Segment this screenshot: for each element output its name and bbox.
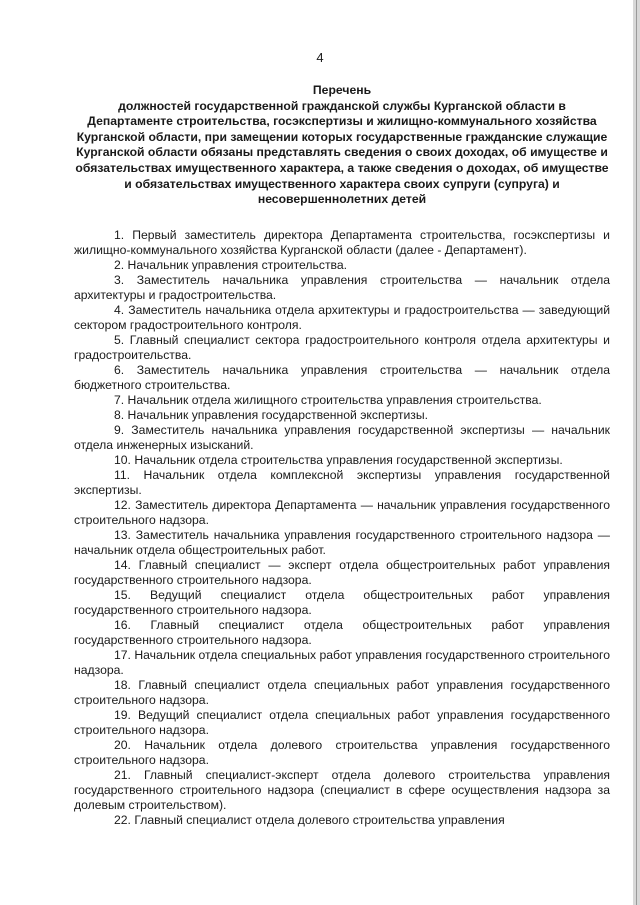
list-item: 10. Начальник отдела строительства управления государственной экспертизы.	[114, 453, 563, 467]
list-item: 5. Главный специалист сектора градостроительного контроля отдела архитектуры и градостроительства.	[74, 333, 610, 362]
list-item: 13. Заместитель начальника управления государственного строительного надзора — начальник отдела общестроительных работ.	[74, 528, 610, 557]
list-item: 4. Заместитель начальника отдела архитектуры и градостроительства — заведующий сектором градостроительного контроля.	[74, 303, 610, 332]
list-item: 17. Начальник отдела специальных работ управления государственного строительного надзора.	[74, 648, 610, 677]
scan-edge-line	[636, 0, 637, 905]
heading-subtitle: должностей государственной гражданской службы Курганской области в Департаменте строительства, госэкспертизы и жилищно-коммунального хозяйства Курганской области, при замещении которых государственные гражданские служащие Курганской области обязаны представлять сведения о своих доходах, об имуществе и обязательствах имущественного характера, а также сведения о доходах, об имуществе и обязательствах имущественного характера своих супруги (супруга) и несовершеннолетних детей	[75, 98, 609, 207]
list-item: 21. Главный специалист-эксперт отдела долевого строительства управления государственного строительного надзора (специалист в сфере осуществления надзора за долевым строительством).	[74, 768, 610, 812]
list-item: 22. Главный специалист отдела долевого строительства управления	[114, 813, 505, 827]
positions-list	[74, 228, 610, 828]
list-item: 2. Начальник управления строительства.	[114, 258, 348, 272]
list-item: 14. Главный специалист — эксперт отдела общестроительных работ управления государственного строительного надзора.	[74, 558, 610, 587]
heading-title: Перечень	[312, 83, 372, 97]
list-item: 9. Заместитель начальника управления государственной экспертизы — начальник отдела инженерных изысканий.	[74, 423, 610, 452]
list-item: 7. Начальник отдела жилищного строительства управления строительства.	[114, 393, 542, 407]
list-item: 1. Первый заместитель директора Департамента строительства, госэкспертизы и жилищно-коммунального хозяйства Курганской области (далее - Департамент).	[74, 228, 610, 257]
list-item: 15. Ведущий специалист отдела общестроительных работ управления государственного строительного надзора.	[74, 588, 610, 617]
list-item: 18. Главный специалист отдела специальных работ управления государственного строительного надзора.	[74, 678, 610, 707]
list-item: 11. Начальник отдела комплексной экспертизы управления государственной экспертизы.	[74, 468, 610, 497]
list-item: 3. Заместитель начальника управления строительства — начальник отдела архитектуры и градостроительства.	[74, 273, 610, 302]
list-item: 6. Заместитель начальника управления строительства — начальник отдела бюджетного строительства.	[74, 363, 610, 392]
list-item: 16. Главный специалист отдела общестроительных работ управления государственного строительного надзора.	[74, 618, 610, 647]
page-number: 4	[316, 50, 324, 65]
document-heading	[74, 83, 610, 208]
list-item: 20. Начальник отдела долевого строительства управления государственного строительного надзора.	[74, 738, 610, 767]
list-item: 19. Ведущий специалист отдела специальных работ управления государственного строительного надзора.	[74, 708, 610, 737]
list-item: 12. Заместитель директора Департамента — начальник управления государственного строительного надзора.	[74, 498, 610, 527]
list-item: 8. Начальник управления государственной экспертизы.	[114, 408, 428, 422]
